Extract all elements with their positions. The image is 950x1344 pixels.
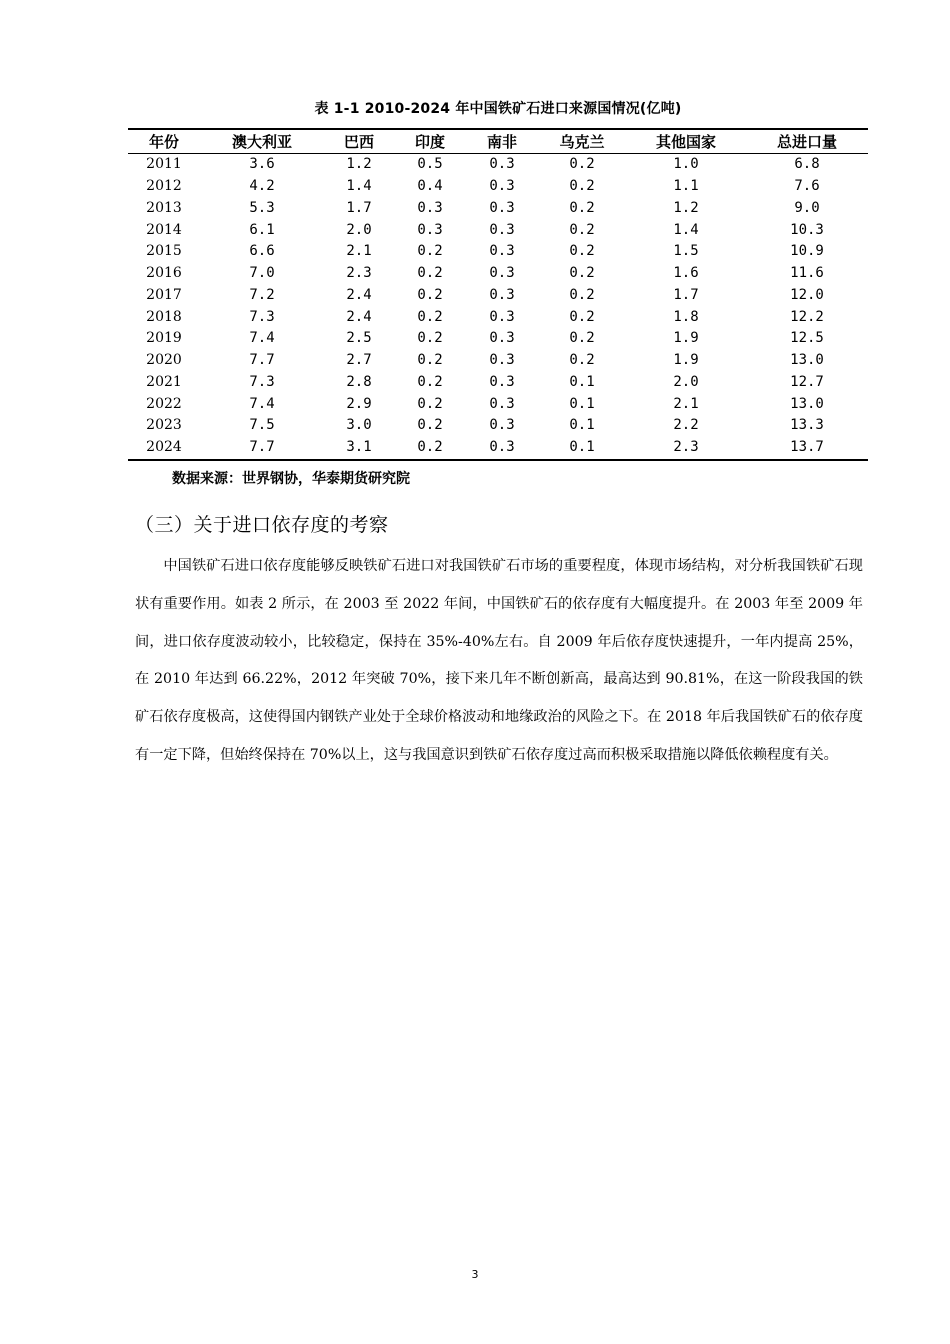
value-cell: 12.2 bbox=[790, 308, 824, 325]
value-cell: 0.2 bbox=[569, 308, 595, 325]
value-cell: 7.3 bbox=[249, 373, 275, 390]
value-cell: 2.9 bbox=[346, 395, 372, 412]
value-cell: 1.4 bbox=[346, 178, 372, 195]
value-cell: 0.2 bbox=[417, 265, 443, 282]
value-cell: 1.2 bbox=[673, 199, 699, 216]
value-cell: 2.1 bbox=[673, 395, 699, 412]
table-row bbox=[128, 415, 868, 437]
value-cell: 4.2 bbox=[249, 178, 275, 195]
value-cell: 2.8 bbox=[346, 373, 372, 390]
table-row bbox=[128, 372, 868, 394]
table-row bbox=[128, 306, 868, 328]
year-cell: 2019 bbox=[146, 330, 182, 347]
value-cell: 3.6 bbox=[249, 156, 275, 173]
year-cell: 2023 bbox=[146, 417, 182, 434]
table-row bbox=[128, 241, 868, 263]
value-cell: 0.2 bbox=[569, 199, 595, 216]
year-cell: 2024 bbox=[146, 439, 182, 456]
value-cell: 12.5 bbox=[790, 330, 824, 347]
value-cell: 0.2 bbox=[569, 156, 595, 173]
value-cell: 0.2 bbox=[569, 265, 595, 282]
value-cell: 2.5 bbox=[346, 330, 372, 347]
value-cell: 0.2 bbox=[417, 373, 443, 390]
column-header: 巴西 bbox=[343, 133, 374, 151]
year-cell: 2016 bbox=[146, 265, 182, 282]
table-row bbox=[128, 176, 868, 198]
value-cell: 10.3 bbox=[790, 221, 824, 238]
year-cell: 2013 bbox=[146, 199, 182, 216]
year-cell: 2021 bbox=[146, 373, 182, 390]
value-cell: 13.0 bbox=[790, 395, 824, 412]
value-cell: 0.3 bbox=[489, 308, 515, 325]
value-cell: 1.9 bbox=[673, 330, 699, 347]
value-cell: 0.3 bbox=[489, 352, 515, 369]
value-cell: 1.4 bbox=[673, 221, 699, 238]
year-cell: 2017 bbox=[146, 286, 182, 303]
year-cell: 2018 bbox=[146, 308, 182, 325]
table-row bbox=[128, 350, 868, 372]
value-cell: 0.3 bbox=[489, 156, 515, 173]
value-cell: 0.3 bbox=[489, 221, 515, 238]
value-cell: 12.0 bbox=[790, 286, 824, 303]
value-cell: 0.2 bbox=[569, 178, 595, 195]
value-cell: 2.4 bbox=[346, 286, 372, 303]
value-cell: 11.6 bbox=[790, 265, 824, 282]
value-cell: 0.1 bbox=[569, 417, 595, 434]
value-cell: 0.2 bbox=[569, 330, 595, 347]
column-header: 印度 bbox=[414, 133, 445, 151]
year-cell: 2011 bbox=[146, 156, 182, 173]
value-cell: 7.0 bbox=[249, 265, 275, 282]
value-cell: 0.2 bbox=[417, 330, 443, 347]
value-cell: 1.0 bbox=[673, 156, 699, 173]
value-cell: 7.4 bbox=[249, 330, 275, 347]
column-header: 总进口量 bbox=[776, 133, 837, 151]
value-cell: 1.7 bbox=[673, 286, 699, 303]
value-cell: 0.2 bbox=[569, 243, 595, 260]
value-cell: 0.1 bbox=[569, 395, 595, 412]
column-header: 年份 bbox=[148, 133, 179, 151]
value-cell: 0.1 bbox=[569, 439, 595, 456]
table-row bbox=[128, 263, 868, 285]
table-row bbox=[128, 285, 868, 307]
value-cell: 13.0 bbox=[790, 352, 824, 369]
value-cell: 1.1 bbox=[673, 178, 699, 195]
value-cell: 2.0 bbox=[346, 221, 372, 238]
table-row bbox=[128, 219, 868, 241]
value-cell: 7.4 bbox=[249, 395, 275, 412]
value-cell: 0.3 bbox=[489, 373, 515, 390]
value-cell: 0.2 bbox=[569, 352, 595, 369]
value-cell: 10.9 bbox=[790, 243, 824, 260]
column-header: 乌克兰 bbox=[559, 133, 605, 151]
value-cell: 5.3 bbox=[249, 199, 275, 216]
value-cell: 0.2 bbox=[569, 221, 595, 238]
value-cell: 0.3 bbox=[489, 395, 515, 412]
column-header: 其他国家 bbox=[655, 133, 716, 151]
value-cell: 2.0 bbox=[673, 373, 699, 390]
value-cell: 1.6 bbox=[673, 265, 699, 282]
value-cell: 7.5 bbox=[249, 417, 275, 434]
value-cell: 13.7 bbox=[790, 439, 824, 456]
value-cell: 3.0 bbox=[346, 417, 372, 434]
value-cell: 7.7 bbox=[249, 439, 275, 456]
value-cell: 1.8 bbox=[673, 308, 699, 325]
value-cell: 7.3 bbox=[249, 308, 275, 325]
table-row bbox=[128, 154, 868, 176]
value-cell: 0.3 bbox=[489, 286, 515, 303]
value-cell: 0.3 bbox=[489, 265, 515, 282]
column-header: 南非 bbox=[486, 133, 517, 151]
value-cell: 0.2 bbox=[417, 308, 443, 325]
table-body bbox=[128, 154, 868, 460]
value-cell: 1.5 bbox=[673, 243, 699, 260]
value-cell: 1.9 bbox=[673, 352, 699, 369]
value-cell: 2.3 bbox=[673, 439, 699, 456]
value-cell: 6.6 bbox=[249, 243, 275, 260]
data-source-note: 数据来源：世界钢协，华泰期货研究院 bbox=[172, 471, 410, 487]
value-cell: 7.2 bbox=[249, 286, 275, 303]
value-cell: 0.3 bbox=[417, 221, 443, 238]
iron-ore-import-table bbox=[128, 128, 868, 461]
table-row bbox=[128, 328, 868, 350]
value-cell: 0.4 bbox=[417, 178, 443, 195]
value-cell: 2.4 bbox=[346, 308, 372, 325]
value-cell: 0.2 bbox=[417, 417, 443, 434]
value-cell: 1.2 bbox=[346, 156, 372, 173]
table-header-row bbox=[128, 129, 868, 154]
year-cell: 2012 bbox=[146, 178, 182, 195]
value-cell: 2.3 bbox=[346, 265, 372, 282]
value-cell: 7.6 bbox=[794, 178, 820, 195]
year-cell: 2015 bbox=[146, 243, 182, 260]
table-row bbox=[128, 437, 868, 460]
body-paragraph: 中国铁矿石进口依存度能够反映铁矿石进口对我国铁矿石市场的重要程度，体现市场结构，对分析我国铁矿石现状有重要作用。如表 2 所示，在 2003 至 2022 年间，中国铁矿石的依存度有大幅度提升。在 2003 年至 2009 年间，进口依存度波动较小，比较稳定，保持在 35%-40%左右。自 2009 年后依存度快速提升，一年内提高 25%，在 2010 年达到 66.22%，2012 年突破 70%，接下来几年不断创新高，最高达到 90.81%，在这一阶段我国的铁矿石依存度极高，这使得国内钢铁产业处于全球价格波动和地缘政治的风险之下。在 2018 年后我国铁矿石的依存度有一定下降，但始终保持在 70%以上，这与我国意识到铁矿石依存度过高而积极采取措施以降低依赖程度有关。 bbox=[135, 558, 863, 763]
value-cell: 0.2 bbox=[417, 286, 443, 303]
value-cell: 6.8 bbox=[794, 156, 820, 173]
value-cell: 2.7 bbox=[346, 352, 372, 369]
value-cell: 12.7 bbox=[790, 373, 824, 390]
year-cell: 2020 bbox=[146, 352, 182, 369]
value-cell: 6.1 bbox=[249, 221, 275, 238]
value-cell: 0.2 bbox=[417, 395, 443, 412]
value-cell: 7.7 bbox=[249, 352, 275, 369]
value-cell: 0.3 bbox=[417, 199, 443, 216]
value-cell: 0.1 bbox=[569, 373, 595, 390]
value-cell: 0.3 bbox=[489, 439, 515, 456]
value-cell: 13.3 bbox=[790, 417, 824, 434]
value-cell: 2.2 bbox=[673, 417, 699, 434]
year-cell: 2022 bbox=[146, 395, 182, 412]
table-row bbox=[128, 393, 868, 415]
value-cell: 0.3 bbox=[489, 178, 515, 195]
table-row bbox=[128, 198, 868, 220]
value-cell: 2.1 bbox=[346, 243, 372, 260]
table-title: 表 1-1 2010-2024 年中国铁矿石进口来源国情况(亿吨) bbox=[314, 101, 682, 117]
value-cell: 0.3 bbox=[489, 243, 515, 260]
year-cell: 2014 bbox=[146, 221, 182, 238]
value-cell: 0.5 bbox=[417, 156, 443, 173]
value-cell: 1.7 bbox=[346, 199, 372, 216]
value-cell: 0.2 bbox=[417, 439, 443, 456]
value-cell: 3.1 bbox=[346, 439, 372, 456]
value-cell: 0.3 bbox=[489, 330, 515, 347]
page-number: 3 bbox=[471, 1268, 479, 1281]
value-cell: 0.2 bbox=[417, 352, 443, 369]
column-header: 澳大利亚 bbox=[231, 133, 292, 151]
value-cell: 0.2 bbox=[569, 286, 595, 303]
value-cell: 0.3 bbox=[489, 199, 515, 216]
value-cell: 0.2 bbox=[417, 243, 443, 260]
value-cell: 9.0 bbox=[794, 199, 820, 216]
section-heading: （三）关于进口依存度的考察 bbox=[135, 514, 389, 536]
value-cell: 0.3 bbox=[489, 417, 515, 434]
